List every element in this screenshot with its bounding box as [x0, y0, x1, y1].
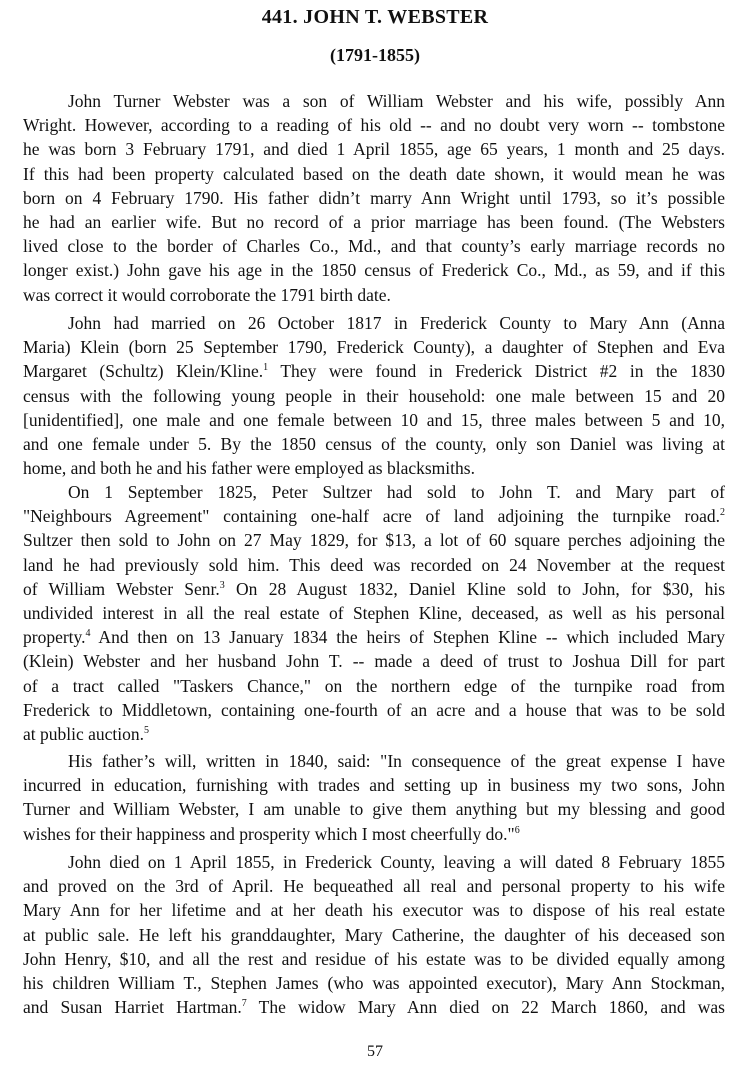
text-line: [unidentified], one male and one female between 10 and 15, three males between 5 and 10,	[23, 409, 725, 430]
text-line: at public sale. He left his granddaughter, Mary Catherine, the daughter of his deceased son	[23, 924, 725, 945]
text-line: of a tract called "Taskers Chance," on the northern edge of the turnpike road from	[23, 675, 725, 696]
text-line: he had an earlier wife. But no record of a prior marriage has been found. (The Websters	[23, 211, 725, 232]
footnote-marker: 7	[241, 998, 247, 1010]
text-line: Mary Ann for her lifetime and at her death his executor was to dispose of his real estate	[23, 900, 725, 921]
text-line: Sultzer then sold to John on 27 May 1829, for $13, a lot of 60 square perches adjoining the	[23, 530, 725, 551]
text-line: John had married on 26 October 1817 in Frederick County to Mary Ann (Anna	[68, 313, 725, 333]
text-line: Frederick to Middletown, containing one-fourth of an acre and a house that was to be sold	[23, 699, 725, 720]
paragraph-5	[23, 850, 725, 1019]
paragraph-4	[23, 749, 725, 846]
text-line: Wright. However, according to a reading of his old -- and no doubt very worn -- tombstone	[23, 115, 725, 136]
life-dates: (1791-1855)	[330, 45, 420, 65]
footnote-marker: 1	[263, 362, 269, 374]
text-line: he was born 3 February 1791, and died 1 April 1855, age 65 years, 1 month and 25 days.	[23, 139, 725, 160]
text-line: Margaret (Schultz) Klein/Kline.$^1$ They were found in Frederick District #2 in the 1830	[23, 361, 725, 382]
text-line: of William Webster Senr.$^3$ On 28 August 1832, Daniel Kline sold to John, for $30, his	[23, 578, 725, 599]
text-line: and one female under 5. By the 1850 census of the county, only son Daniel was living at	[23, 433, 725, 454]
text-line: wishes for their happiness and prosperity which I most cheerfully do."$^6$	[23, 823, 520, 844]
text-line: at public auction.$^5$	[23, 723, 150, 744]
text-line: longer exist.) John gave his age in the 1850 census of Frederick Co., Md., as 59, and if this	[23, 260, 725, 281]
text-line: If this had been property calculated based on the death date shown, it would mean he was	[23, 163, 725, 184]
page-title: 441. JOHN T. WEBSTER	[261, 6, 489, 28]
footnote-marker: 5	[144, 724, 150, 736]
text-line: his children William T., Stephen James (who was appointed executor), Mary Ann Stockman,	[23, 972, 725, 993]
text-line: census with the following young people in their household: one male between 15 and 20	[23, 385, 725, 406]
footnote-marker: 4	[85, 628, 91, 640]
text-line: land he had previously sold him. This deed was recorded on 24 November at the request	[23, 554, 725, 575]
paragraph-3	[23, 480, 725, 746]
footnote-marker: 6	[514, 824, 520, 836]
text-line: lived close to the border of Charles Co., Md., and that county’s early marriage records no	[23, 236, 725, 257]
text-line: incurred in education, furnishing with trades and setting up in business my two sons, John	[23, 775, 725, 796]
text-line: undivided interest in all the real estate of Stephen Kline, deceased, as well as his personal	[23, 602, 725, 623]
text-line: John Turner Webster was a son of William Webster and his wife, possibly Ann	[68, 91, 725, 111]
text-line: and Susan Harriet Hartman.$^7$ The widow Mary Ann died on 22 March 1860, and was	[23, 997, 725, 1018]
footnote-marker: 3	[219, 579, 225, 591]
text-line: On 1 September 1825, Peter Sultzer had sold to John T. and Mary part of	[68, 482, 725, 502]
paragraph-2	[23, 311, 725, 480]
text-line: John died on 1 April 1855, in Frederick County, leaving a will dated 8 February 1855	[68, 852, 725, 872]
page-number: 57	[367, 1043, 383, 1060]
text-line: and proved on the 3rd of April. He bequeathed all real and personal property to his wife	[23, 876, 725, 897]
text-line: (Klein) Webster and her husband John T. -- made a deed of trust to Joshua Dill for part	[23, 651, 725, 672]
text-line: property.$^4$ And then on 13 January 1834 the heirs of Stephen Kline -- which included Mary	[23, 627, 725, 648]
text-line: was correct it would corroborate the 1791 birth date.	[23, 284, 391, 305]
text-line: Turner and William Webster, I am unable to give them anything but my blessing and good	[23, 799, 725, 820]
text-line: born on 4 February 1790. His father didn’t marry Ann Wright until 1793, so it’s possible	[23, 187, 725, 208]
footnote-marker: 2	[720, 507, 725, 519]
paragraph-1	[23, 89, 725, 307]
text-line: home, and both he and his father were employed as blacksmiths.	[23, 458, 475, 479]
text-line: John Henry, $10, and all the rest and residue of his estate was to be divided equally among	[23, 948, 725, 969]
text-line: His father’s will, written in 1840, said: "In consequence of the great expense I have	[68, 751, 725, 771]
text-line: "Neighbours Agreement" containing one-half acre of land adjoining the turnpike road.$^2$	[23, 506, 725, 527]
text-line: Maria) Klein (born 25 September 1790, Frederick County), a daughter of Stephen and Eva	[23, 337, 725, 358]
